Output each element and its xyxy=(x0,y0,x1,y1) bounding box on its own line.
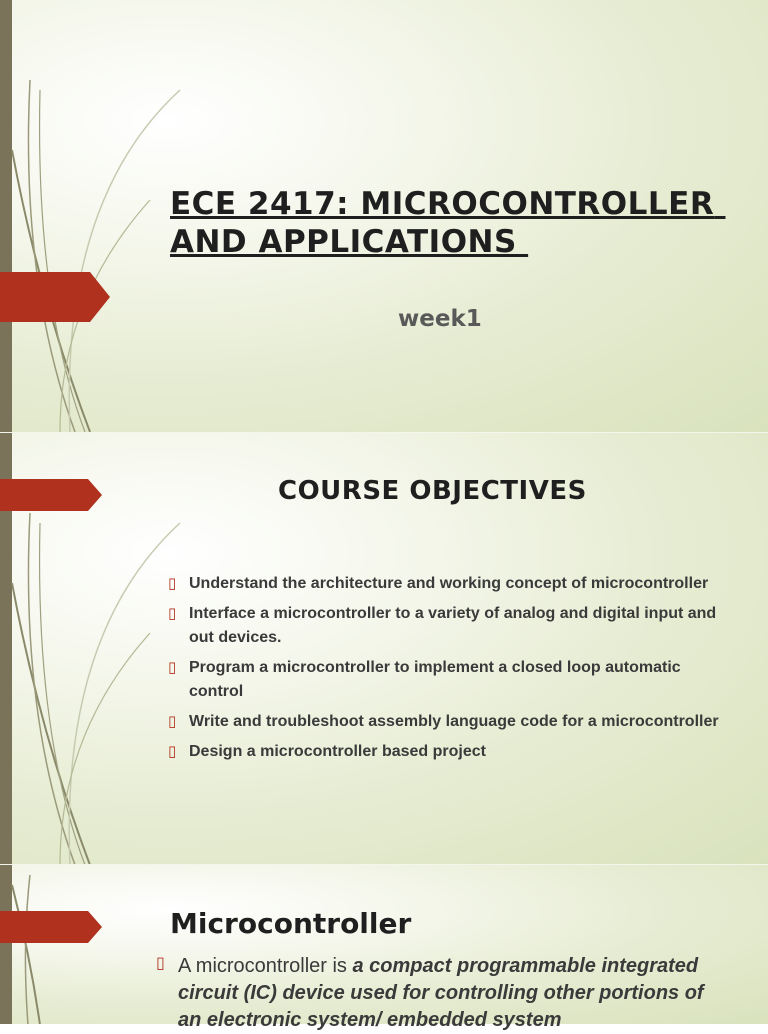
slide-title xyxy=(0,0,768,432)
list-item: ▯ Design a microcontroller based project xyxy=(168,740,728,764)
list-item: ▯ Program a microcontroller to implement a closed loop automatic control xyxy=(168,656,728,704)
list-item: ▯ Understand the architecture and working concept of microcontroller xyxy=(168,572,728,596)
slide-title-heading: ECE 2417: MICROCONTROLLER AND APPLICATIONS xyxy=(170,186,726,260)
bullet-icon: ▯ xyxy=(168,712,177,730)
bullet-icon: ▯ xyxy=(168,574,177,592)
list-item: ▯ Write and troubleshoot assembly language code for a microcontroller xyxy=(168,710,728,734)
bullet-icon: ▯ xyxy=(156,953,165,972)
course-objectives-heading: COURSE OBJECTIVES xyxy=(278,476,587,506)
bullet-icon: ▯ xyxy=(168,742,177,760)
decorative-swoosh-lines xyxy=(0,865,200,1024)
microcontroller-definition: A microcontroller is a compact programmable integrated circuit (IC) device used for controlling other portions of an electronic system/ embedded system xyxy=(178,955,704,1031)
bullet-icon: ▯ xyxy=(168,658,177,676)
slide-subtitle: week1 xyxy=(398,306,482,332)
bullet-icon: ▯ xyxy=(168,604,177,622)
list-item: ▯ Interface a microcontroller to a variety of analog and digital input and out devices. xyxy=(168,602,728,650)
objectives-list xyxy=(168,572,728,770)
microcontroller-heading: Microcontroller xyxy=(170,907,412,940)
red-arrow-shape xyxy=(0,479,102,511)
red-arrow-shape xyxy=(0,272,110,322)
red-arrow-shape xyxy=(0,911,102,943)
